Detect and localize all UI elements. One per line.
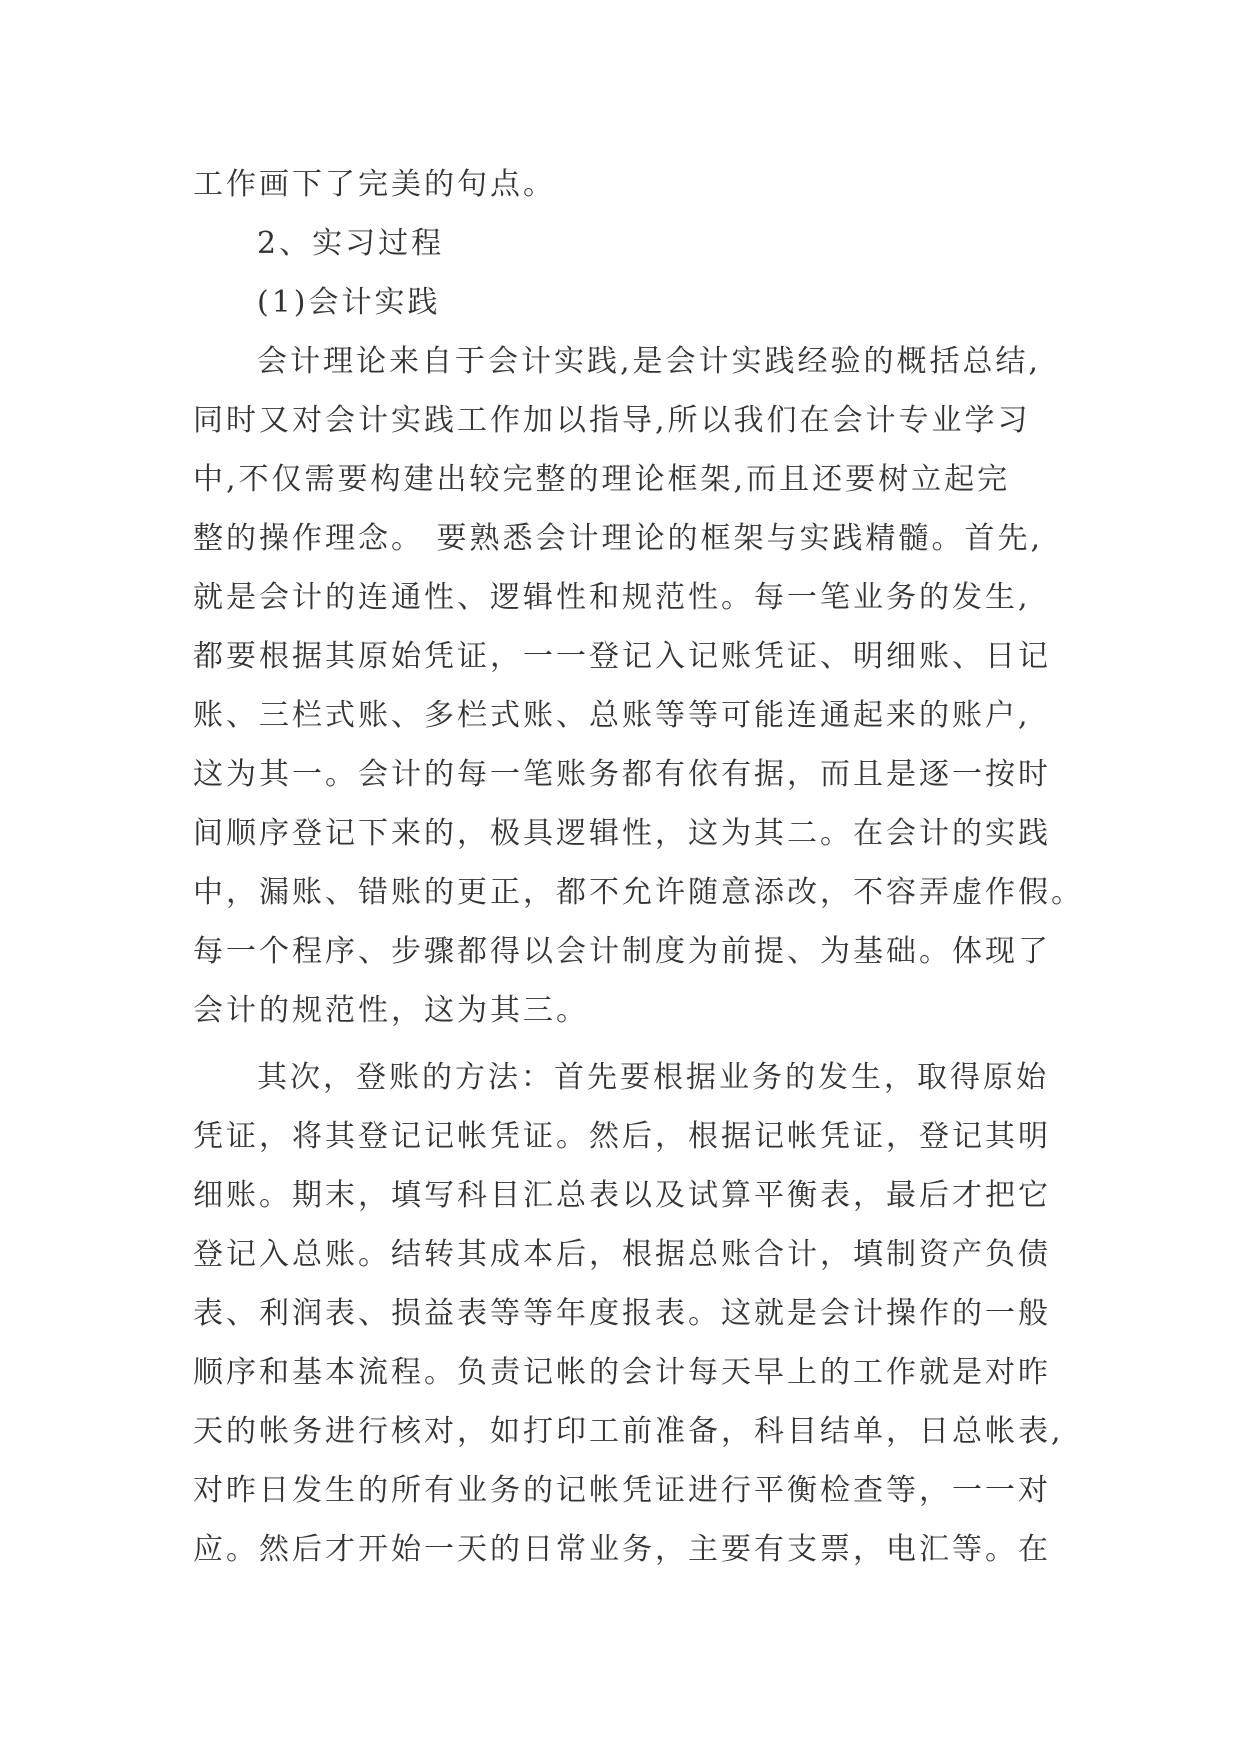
text-line: 顺序和基本流程。负责记帐的会计每天早上的工作就是对昨 [193, 1355, 1051, 1390]
text-line: 工作画下了完美的句点。 [193, 167, 556, 202]
text-line: 登记入总账。结转其成本后，根据总账合计，填制资产负债 [193, 1237, 1051, 1272]
section-heading: 2、实习过程 [257, 226, 445, 261]
text-line: 账、三栏式账、多栏式账、总账等等可能连通起来的账户, [193, 698, 1031, 733]
subsection-heading: (1)会计实践 [257, 285, 441, 320]
text-line: 会计理论来自于会计实践,是会计实践经验的概括总结, [257, 344, 1042, 379]
text-line: 同时又对会计实践工作加以指导,所以我们在会计专业学习 [193, 403, 1031, 438]
text-line: 中，漏账、错账的更正，都不允许随意添改，不容弄虚作假。 [193, 875, 1084, 910]
text-line: 中,不仅需要构建出较完整的理论框架,而且还要树立起完 [193, 462, 1011, 497]
text-line: 其次，登账的方法：首先要根据业务的发生，取得原始 [257, 1060, 1049, 1095]
text-line: 对昨日发生的所有业务的记帐凭证进行平衡检查等，一一对 [193, 1473, 1051, 1508]
text-line: 细账。期末，填写科目汇总表以及试算平衡表，最后才把它 [193, 1178, 1051, 1213]
text-line: 天的帐务进行核对，如打印工前准备，科目结单，日总帐表, [193, 1414, 1064, 1449]
document-body [193, 155, 1084, 1579]
text-line: 凭证，将其登记记帐凭证。然后，根据记帐凭证，登记其明 [193, 1119, 1051, 1154]
text-line: 每一个程序、步骤都得以会计制度为前提、为基础。体现了 [193, 934, 1051, 969]
text-line: 这为其一。会计的每一笔账务都有依有据，而且是逐一按时 [193, 757, 1051, 792]
text-line: 应。然后才开始一天的日常业务，主要有支票，电汇等。在 [193, 1532, 1051, 1567]
text-line: 间顺序登记下来的，极具逻辑性，这为其二。在会计的实践 [193, 816, 1051, 851]
text-line: 表、利润表、损益表等等年度报表。这就是会计操作的一般 [193, 1296, 1051, 1331]
paragraph-gap [193, 1040, 1063, 1048]
text-line: 整的操作理念。 要熟悉会计理论的框架与实践精髓。首先, [193, 521, 1044, 556]
text-line: 就是会计的连通性、逻辑性和规范性。每一笔业务的发生, [193, 580, 1031, 615]
text-line: 都要根据其原始凭证，一一登记入记账凭证、明细账、日记 [193, 639, 1051, 674]
text-line: 会计的规范性，这为其三。 [193, 993, 589, 1028]
